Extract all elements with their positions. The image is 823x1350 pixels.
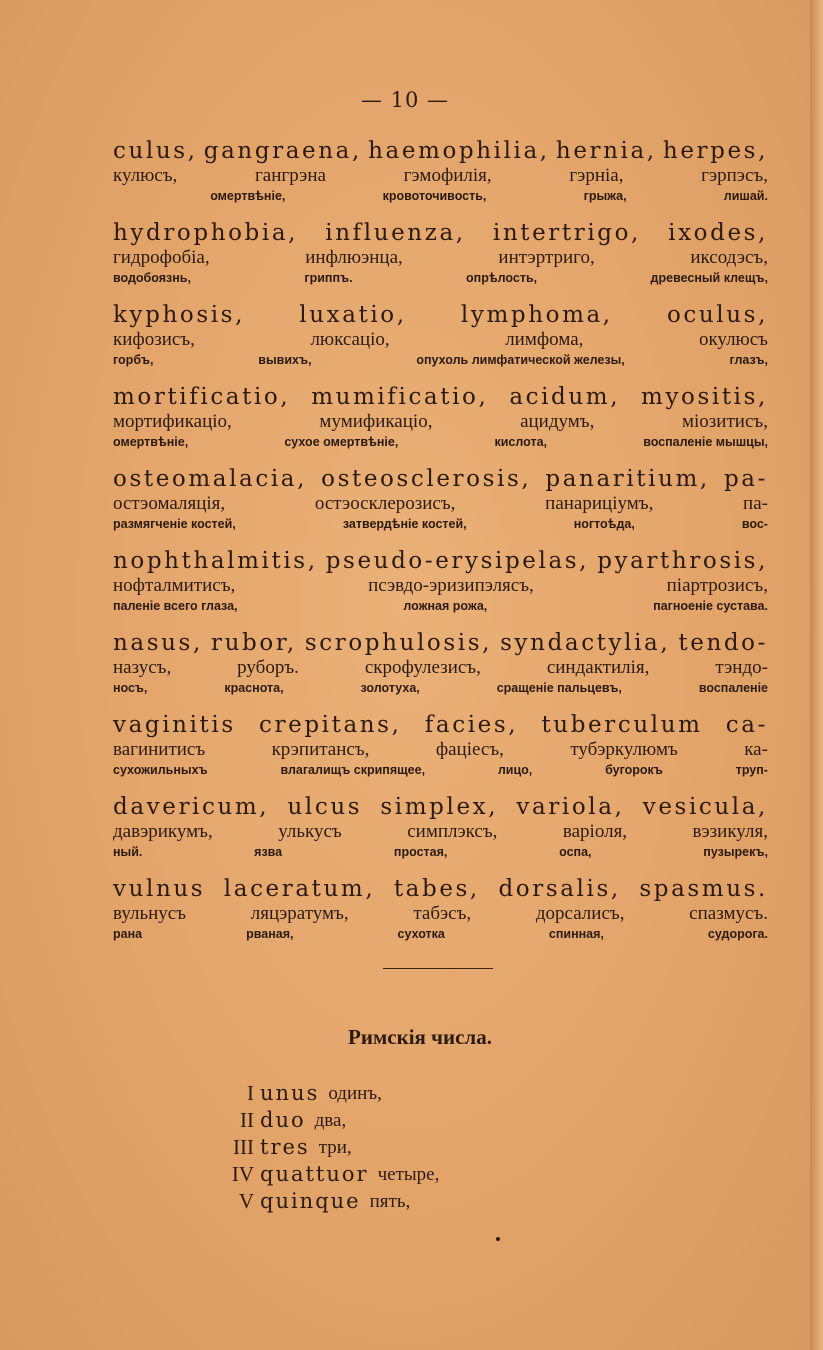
russian-transliteration: гидрофобіа,	[113, 247, 210, 268]
russian-transliteration: кулюсъ,	[113, 165, 178, 186]
latin-term: simplex,	[380, 794, 499, 820]
russian-transliteration: нофталмитисъ,	[113, 575, 236, 596]
russian-translation: опрѣлость,	[466, 271, 538, 285]
russian-number: три,	[318, 1137, 352, 1158]
russian-transliteration: улькусъ	[278, 821, 342, 842]
latin-term: vaginitis	[113, 712, 236, 738]
russian-transliteration-row	[113, 165, 768, 187]
russian-transliteration: остэосклерозисъ,	[314, 493, 456, 514]
russian-transliteration: гэмофилія,	[403, 165, 492, 186]
russian-transliteration: симплэксъ,	[407, 821, 498, 842]
latin-term: variola,	[516, 794, 625, 820]
russian-translation: воспаленіе	[698, 681, 768, 695]
russian-translation: глазъ,	[729, 353, 768, 367]
russian-transliteration: вагинитисъ	[113, 739, 206, 760]
latin-term: laceratum,	[223, 876, 376, 902]
russian-number: одинъ,	[328, 1083, 382, 1104]
roman-numeral: III	[233, 1135, 254, 1159]
latin-number: quinque	[260, 1189, 361, 1213]
latin-term: dorsalis,	[498, 876, 621, 902]
russian-transliteration: окулюсъ	[698, 329, 768, 350]
russian-translation: ложная рожа,	[403, 599, 488, 613]
latin-term: panaritium,	[545, 466, 710, 492]
glossary-entry	[113, 547, 768, 629]
russian-translation-row	[113, 269, 768, 287]
russian-transliteration-row	[113, 657, 768, 679]
russian-translation: краснота,	[224, 681, 284, 695]
russian-translation: кислота,	[494, 435, 548, 449]
latin-term: oculus,	[666, 302, 768, 328]
latin-term: mumificatio,	[311, 384, 489, 410]
russian-transliteration: люксаціо,	[310, 329, 390, 350]
latin-term: influenza,	[325, 220, 466, 246]
russian-transliteration: панарицiумъ,	[545, 493, 654, 514]
russian-translation: пагноеніе сустава.	[653, 599, 768, 613]
russian-transliteration: ка-	[744, 739, 768, 760]
latin-term: facies,	[424, 712, 519, 738]
latin-number: duo	[260, 1108, 306, 1132]
latin-term: crepitans,	[259, 712, 402, 738]
russian-transliteration: міозитисъ,	[682, 411, 768, 432]
latin-term-row	[113, 547, 768, 575]
russian-translation-row	[113, 925, 768, 943]
glossary-entry	[113, 219, 768, 301]
russian-translation: судорога.	[707, 927, 768, 941]
glossary-entry	[113, 465, 768, 547]
latin-term: tabes,	[393, 876, 480, 902]
latin-number: tres	[260, 1135, 310, 1159]
latin-term: ixodes,	[668, 220, 768, 246]
russian-translation: воспаленіе мышцы,	[643, 435, 768, 449]
russian-translation: труп-	[735, 763, 768, 777]
russian-transliteration: ляцэратумъ,	[250, 903, 349, 924]
russian-number: два,	[314, 1110, 347, 1131]
russian-translation: омертвѣніе,	[113, 435, 189, 449]
latin-term: acidum,	[509, 384, 621, 410]
russian-translation: кровоточивость,	[382, 189, 487, 203]
russian-translation: затвердѣніе костей,	[342, 517, 467, 531]
russian-translation-row	[113, 843, 768, 861]
russian-translation: носъ,	[113, 681, 148, 695]
russian-translation: гриппъ.	[304, 271, 353, 285]
latin-term: hydrophobia,	[113, 220, 299, 246]
russian-translation: язва	[254, 845, 283, 859]
russian-transliteration: иксодэсъ,	[690, 247, 768, 268]
russian-transliteration: синдактилія,	[546, 657, 650, 678]
latin-term: ulcus	[287, 794, 363, 820]
latin-term: tuberculum	[541, 712, 703, 738]
latin-term-row	[113, 137, 768, 165]
glossary-entry	[113, 629, 768, 711]
russian-transliteration: кифозисъ,	[113, 329, 195, 350]
russian-translation: золотуха,	[360, 681, 420, 695]
russian-translation: размягченіе костей,	[113, 517, 236, 531]
russian-transliteration-row	[113, 575, 768, 597]
glossary-entry	[113, 875, 768, 957]
latin-term: osteosclerosis,	[321, 466, 532, 492]
numeral-row	[218, 1134, 439, 1161]
russian-translation: рана	[113, 927, 143, 941]
russian-translation: горбъ,	[113, 353, 154, 367]
numeral-row	[218, 1188, 439, 1215]
latin-term: osteomalacia,	[113, 466, 308, 492]
latin-term: tendo-	[678, 630, 768, 656]
russian-translation-row	[113, 187, 768, 205]
russian-translation: сухотка	[397, 927, 445, 941]
russian-translation: древесный клещъ,	[650, 271, 768, 285]
latin-term: herpes,	[662, 138, 768, 164]
russian-translation: спинная,	[548, 927, 604, 941]
roman-numeral: IV	[231, 1162, 254, 1186]
russian-translation: рваная,	[246, 927, 294, 941]
russian-transliteration: мортификаціо,	[113, 411, 232, 432]
russian-transliteration-row	[113, 739, 768, 761]
latin-number: unus	[260, 1081, 320, 1105]
latin-term: culus,	[113, 138, 198, 164]
russian-transliteration-row	[113, 247, 768, 269]
latin-term: myositis,	[641, 384, 768, 410]
russian-translation: лишай.	[723, 189, 768, 203]
roman-numerals-list	[218, 1080, 439, 1215]
russian-translation-row	[113, 761, 768, 779]
russian-transliteration: па-	[743, 493, 768, 514]
russian-transliteration: назусъ,	[113, 657, 172, 678]
russian-transliteration: піартрозисъ,	[666, 575, 768, 596]
russian-transliteration: остэомаляція,	[113, 493, 226, 514]
russian-number: четыре,	[377, 1164, 440, 1185]
russian-translation: ный.	[113, 845, 143, 859]
russian-transliteration: скрофулезисъ,	[364, 657, 481, 678]
glossary-entry	[113, 711, 768, 793]
page-edge	[810, 0, 823, 1350]
russian-transliteration: вульнусъ	[113, 903, 187, 924]
russian-translation: водобоязнь,	[113, 271, 191, 285]
russian-number: пять,	[369, 1191, 411, 1212]
russian-translation: опухоль лимфатической железы,	[416, 353, 625, 367]
russian-transliteration: вэзикуля,	[692, 821, 768, 842]
russian-transliteration-row	[113, 329, 768, 351]
latin-term-row	[113, 711, 768, 739]
latin-term: ca-	[725, 712, 768, 738]
latin-term: nasus,	[113, 630, 203, 656]
russian-translation: пузырекъ,	[703, 845, 768, 859]
latin-term: vesicula,	[642, 794, 768, 820]
russian-transliteration-row	[113, 903, 768, 925]
russian-translation-row	[113, 515, 768, 533]
russian-transliteration-row	[113, 411, 768, 433]
russian-translation-row	[113, 679, 768, 697]
latin-term-row	[113, 383, 768, 411]
russian-transliteration: варіоля,	[562, 821, 628, 842]
russian-translation-row	[113, 351, 768, 369]
russian-transliteration: тэндо-	[715, 657, 768, 678]
russian-translation: простая,	[393, 845, 448, 859]
glossary-entry	[113, 137, 768, 219]
russian-translation: ногтоѣда,	[573, 517, 635, 531]
latin-term: pyarthrosis,	[597, 548, 768, 574]
latin-term: nophthalmitis,	[113, 548, 318, 574]
russian-transliteration: руборъ.	[237, 657, 299, 678]
latin-term: spasmus.	[639, 876, 768, 902]
russian-translation-row	[113, 433, 768, 451]
russian-transliteration: псэвдо-эризипэлясъ,	[368, 575, 534, 596]
russian-translation: омертвѣніе,	[210, 189, 286, 203]
numeral-row	[218, 1107, 439, 1134]
latin-term: luxatio,	[299, 302, 407, 328]
latin-term: intertrigo,	[492, 220, 641, 246]
latin-term-row	[113, 793, 768, 821]
latin-term: scrophulosis,	[304, 630, 493, 656]
russian-translation: вос-	[741, 517, 768, 531]
latin-term: rubor,	[210, 630, 297, 656]
glossary-entry	[113, 383, 768, 465]
russian-transliteration: инфлюэнца,	[305, 247, 403, 268]
glossary-entry	[113, 793, 768, 875]
russian-translation: сращеніе пальцевъ,	[496, 681, 622, 695]
russian-transliteration-row	[113, 493, 768, 515]
russian-translation: грыжа,	[583, 189, 627, 203]
latin-term: pa-	[723, 466, 768, 492]
russian-transliteration: спазмусъ.	[689, 903, 768, 924]
glossary-entry	[113, 301, 768, 383]
latin-term: lymphoma,	[460, 302, 613, 328]
roman-numeral: II	[240, 1108, 254, 1132]
russian-transliteration: фаціесъ,	[435, 739, 504, 760]
russian-translation: влагалищъ скрипящее,	[280, 763, 426, 777]
latin-term-row	[113, 465, 768, 493]
latin-term: kyphosis,	[113, 302, 245, 328]
roman-numeral: I	[247, 1081, 254, 1105]
latin-term-row	[113, 629, 768, 657]
numeral-row	[218, 1080, 439, 1107]
russian-translation: бугорокъ	[605, 763, 663, 777]
russian-transliteration-row	[113, 821, 768, 843]
section-heading: Римскія числа.	[348, 1025, 492, 1049]
russian-transliteration: гэрніа,	[569, 165, 624, 186]
russian-transliteration: мумификаціо,	[319, 411, 433, 432]
latin-term: vulnus	[113, 876, 206, 902]
latin-term: haemophilia,	[368, 138, 550, 164]
russian-translation: сухожильныхъ	[113, 763, 208, 777]
roman-numeral: V	[238, 1189, 254, 1213]
russian-transliteration: тубэркулюмъ	[570, 739, 678, 760]
russian-translation: оспа,	[559, 845, 592, 859]
russian-translation: паленіе всего глаза,	[113, 599, 238, 613]
russian-transliteration: ацидумъ,	[520, 411, 595, 432]
latin-term-row	[113, 875, 768, 903]
latin-term: hernia,	[555, 138, 657, 164]
russian-translation-row	[113, 597, 768, 615]
latin-term: gangraena,	[203, 138, 362, 164]
latin-term-row	[113, 301, 768, 329]
numeral-row	[218, 1161, 439, 1188]
russian-translation: лицо,	[497, 763, 533, 777]
russian-transliteration: гэрпэсъ,	[701, 165, 768, 186]
russian-transliteration: крэпитансъ,	[271, 739, 370, 760]
section-divider	[383, 968, 493, 969]
latin-term: pseudo-erysipelas,	[325, 548, 590, 574]
glossary-entries	[113, 137, 768, 957]
russian-transliteration: давэрикумъ,	[113, 821, 213, 842]
latin-term: davericum,	[113, 794, 270, 820]
ink-dot	[496, 1237, 500, 1241]
latin-term: syndactylia,	[500, 630, 671, 656]
russian-transliteration: лимфома,	[505, 329, 584, 350]
russian-translation: вывихъ,	[258, 353, 312, 367]
russian-transliteration: табэсъ,	[413, 903, 472, 924]
page-number: — 10 —	[360, 88, 450, 112]
russian-transliteration: интэртриго,	[498, 247, 595, 268]
latin-term: mortificatio,	[113, 384, 291, 410]
latin-term-row	[113, 219, 768, 247]
russian-translation: сухое омертвѣніе,	[284, 435, 399, 449]
russian-transliteration: дорсалисъ,	[535, 903, 625, 924]
latin-number: quattuor	[260, 1162, 369, 1186]
russian-transliteration: гангрэна	[255, 165, 326, 186]
